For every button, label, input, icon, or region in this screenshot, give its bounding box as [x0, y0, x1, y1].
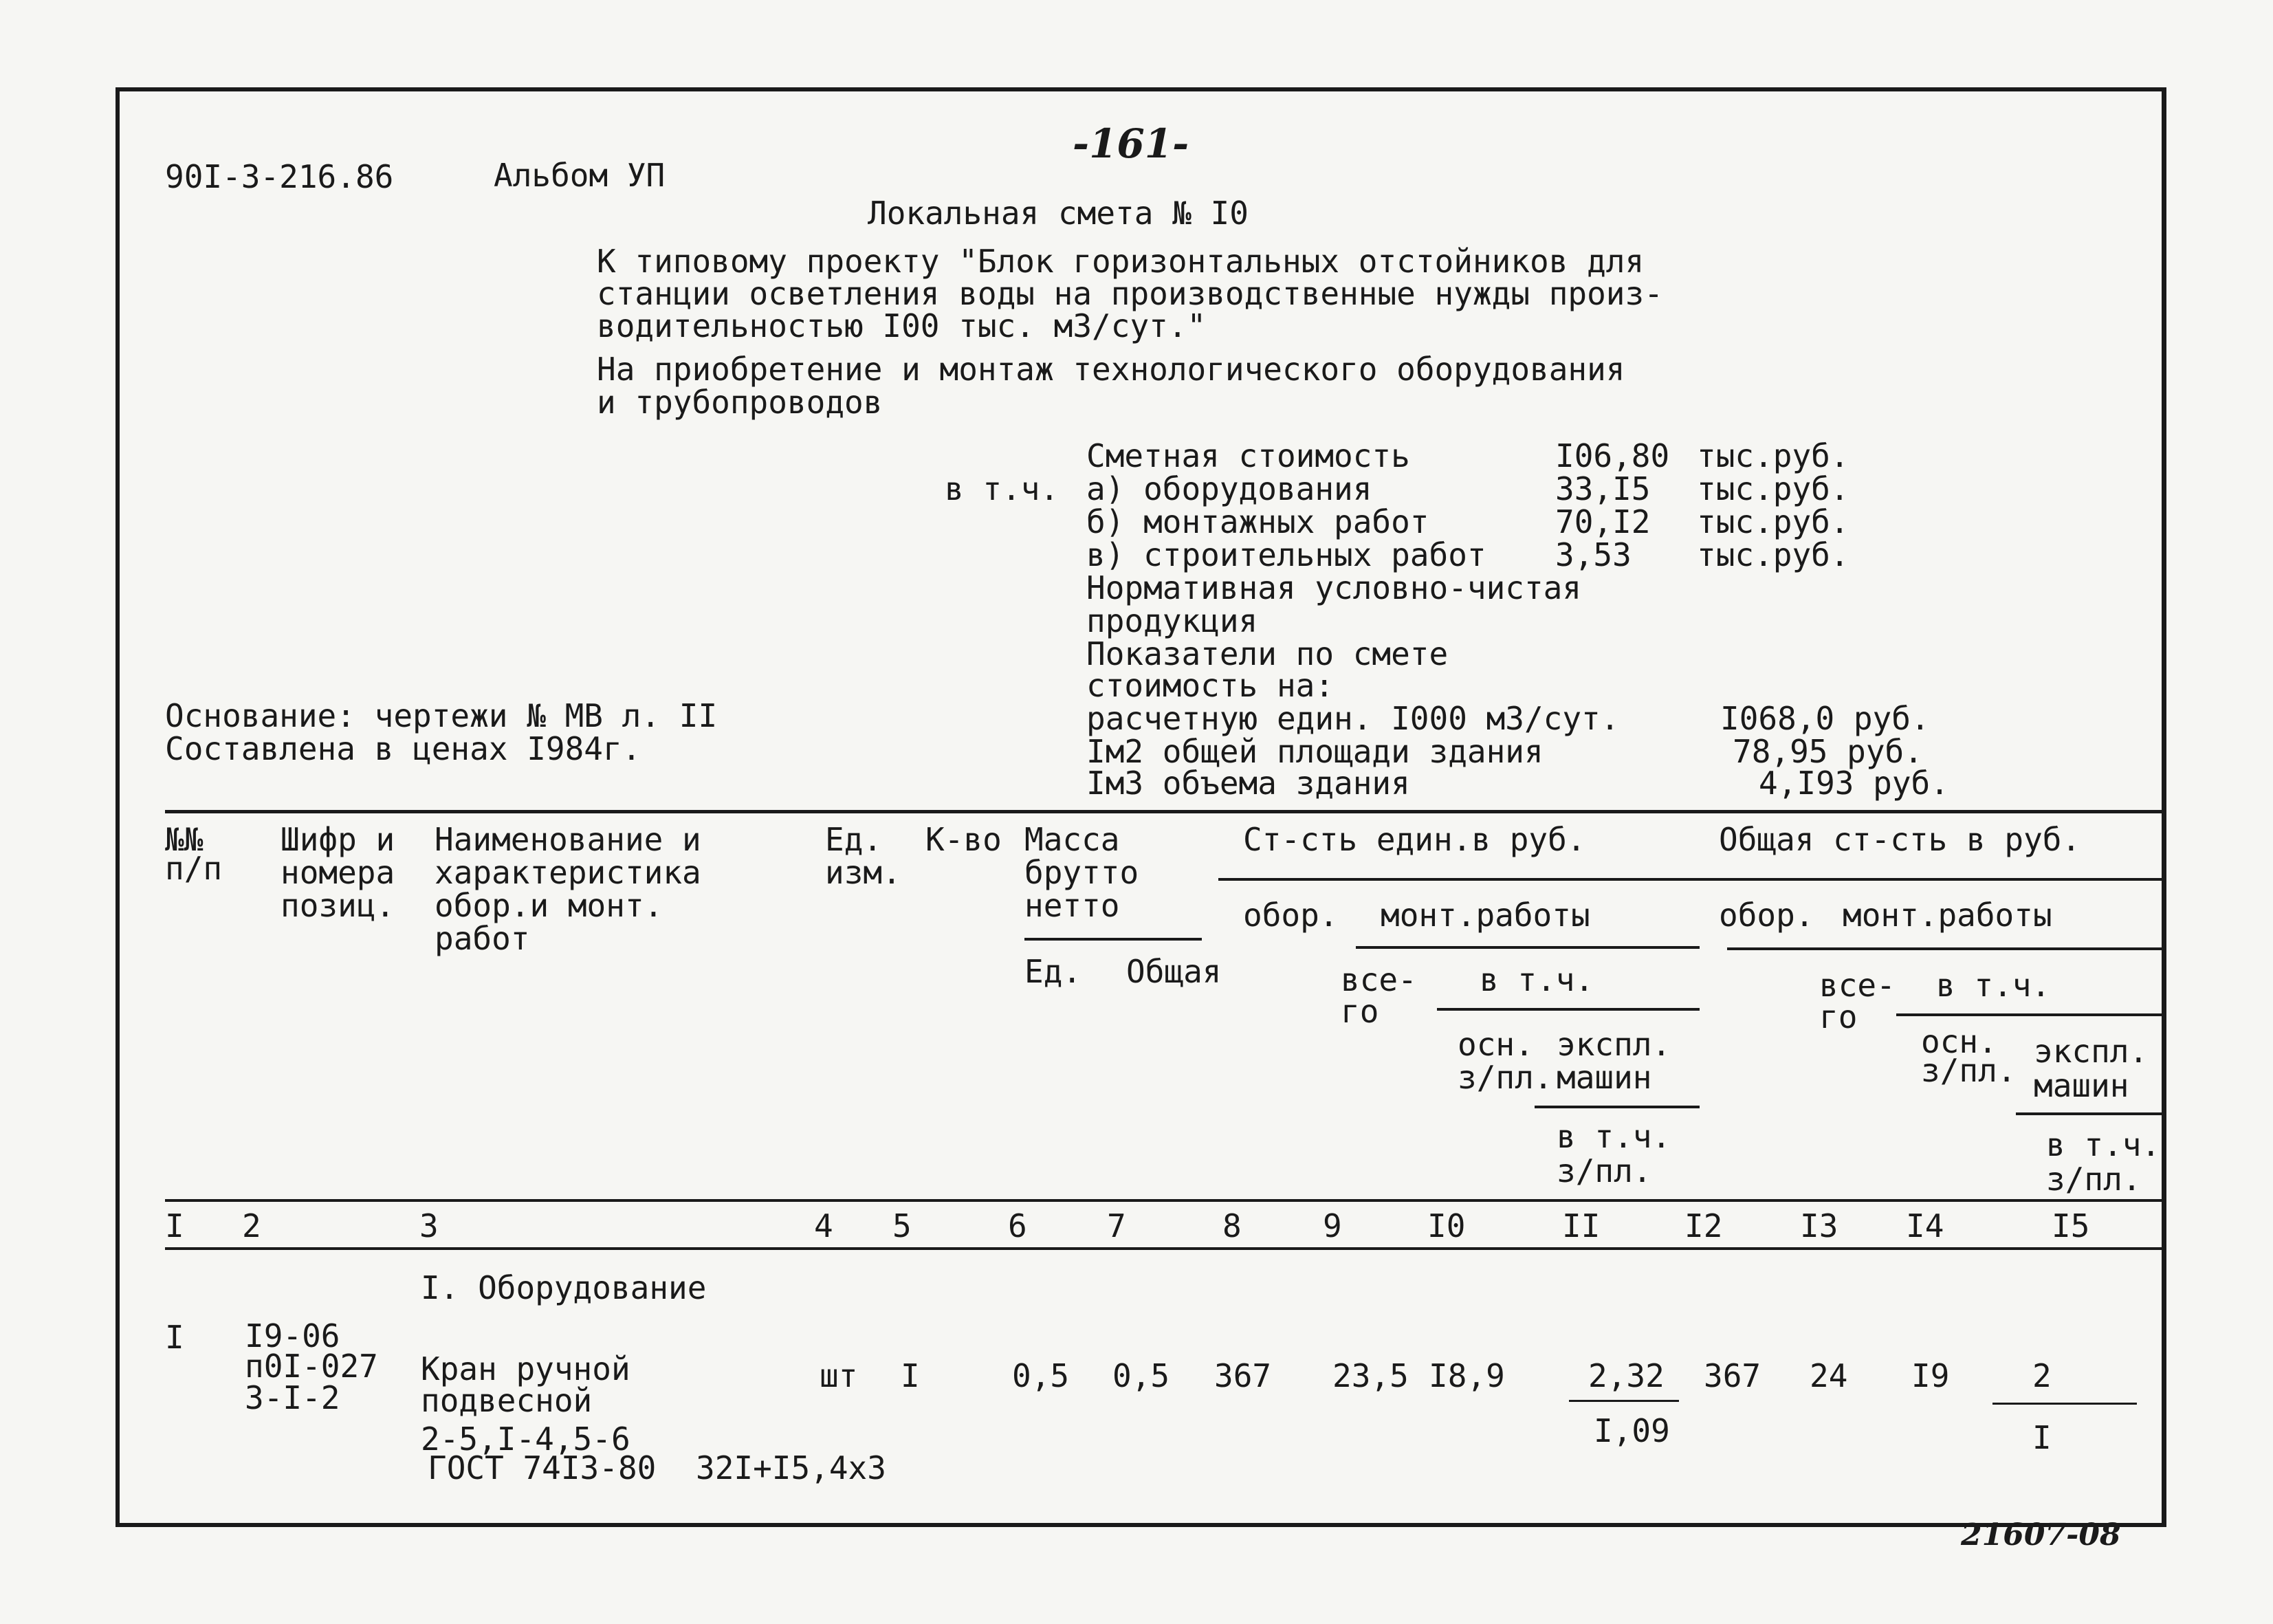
col-header-base-wage: з/пл. [1458, 1059, 1553, 1096]
col-header-mount: монт.работы [1843, 897, 2052, 934]
indicator-value: 4,I93 руб. [1759, 765, 1949, 802]
col-header-unit-cost: Ст-сть един.в руб. [1243, 821, 1586, 858]
col-header-incl-wage: в т.ч. [1557, 1118, 1671, 1155]
col-header-name: характеристика [435, 854, 701, 891]
total-cost-value: I06,80 [1555, 437, 1670, 474]
col-number: I3 [1800, 1207, 1838, 1244]
col-number: I4 [1906, 1207, 1944, 1244]
row-equip-total: 367 [1704, 1357, 1761, 1394]
col-header-total-all: все- [1819, 967, 1896, 1004]
album-label: Альбом УП [494, 157, 666, 194]
cost-item-unit: тыс.руб. [1697, 536, 1849, 573]
indicator-value: I068,0 руб. [1720, 700, 1930, 737]
total-cost-label: Сметная стоимость [1086, 437, 1410, 474]
desc-line: и трубопроводов [597, 384, 883, 421]
normative-label: продукция [1086, 602, 1258, 639]
row-code: I9-06 [245, 1317, 340, 1354]
total-cost-unit: тыс.руб. [1697, 437, 1849, 474]
row-mass-total: 0,5 [1112, 1357, 1170, 1394]
col-header-base-wage: осн. [1921, 1023, 1997, 1060]
header-rule [1535, 1106, 1700, 1108]
page-number: -161- [1073, 120, 1189, 167]
col-header-name: работ [435, 920, 530, 957]
cost-item-label: в) строительных работ [1086, 536, 1486, 573]
col-header-code: позиц. [281, 887, 395, 924]
row-name: ГОСТ 74I3-80 [428, 1449, 657, 1486]
col-header-mass: Масса [1024, 821, 1120, 858]
col-number: 6 [1008, 1207, 1027, 1244]
col-header-machine: экспл. [1557, 1026, 1671, 1063]
col-header-total-all: все- [1341, 961, 1417, 998]
col-header-machine: экспл. [2034, 1033, 2149, 1070]
row-mount-total-unit: 23,5 [1332, 1357, 1409, 1394]
col-number: 3 [419, 1207, 439, 1244]
col-number: 7 [1107, 1207, 1126, 1244]
col-header-mass-total: Общая [1126, 953, 1222, 990]
row-machine-unit: 2,32 [1588, 1357, 1665, 1394]
col-header-mass: нетто [1024, 887, 1120, 924]
col-number: 4 [814, 1207, 833, 1244]
desc-line: К типовому проекту "Блок горизонтальных отстойников для [597, 243, 1645, 280]
col-number: I [165, 1207, 184, 1244]
col-header-code: Шифр и [281, 821, 395, 858]
cost-item-value: 33,I5 [1555, 470, 1651, 507]
col-header-code: номера [281, 854, 395, 891]
project-code: 90I-3-216.86 [165, 158, 394, 195]
incl-label: в т.ч. [945, 470, 1059, 507]
row-machine-total: 2 [2032, 1357, 2052, 1394]
col-header-equip: обор. [1243, 897, 1339, 934]
col-number: II [1562, 1207, 1601, 1244]
row-equip-unit: 367 [1214, 1357, 1272, 1394]
col-header-mass: брутто [1024, 854, 1139, 891]
col-header-num: №№ [165, 821, 204, 858]
row-machine-wage-total: I [2032, 1419, 2052, 1456]
cost-item-value: 70,I2 [1555, 503, 1651, 540]
row-name: подвесной [421, 1382, 593, 1419]
col-number: 8 [1222, 1207, 1242, 1244]
col-header-total-all: го [1341, 993, 1379, 1030]
col-number: 5 [892, 1207, 912, 1244]
row-code: п0I-027 [245, 1348, 378, 1385]
header-rule [1356, 946, 1700, 949]
col-header-total-cost: Общая ст-сть в руб. [1719, 821, 2081, 858]
col-header-name: обор.и монт. [435, 887, 663, 924]
row-base-wage-total: I9 [1911, 1357, 1950, 1394]
col-number: I5 [2052, 1207, 2090, 1244]
header-rule [2016, 1112, 2162, 1115]
row-qty: I [901, 1357, 920, 1394]
row-name: Кран ручной [421, 1350, 630, 1387]
col-number: I0 [1427, 1207, 1466, 1244]
indicator-label: Iм3 объема здания [1086, 765, 1410, 802]
fraction-bar [1992, 1403, 2137, 1405]
cost-item-label: б) монтажных работ [1086, 503, 1429, 540]
fraction-bar [1569, 1400, 1679, 1402]
cost-item-label: а) оборудования [1086, 470, 1372, 507]
indicator-value: 78,95 руб. [1733, 733, 1923, 770]
col-number: 2 [242, 1207, 261, 1244]
col-header-name: Наименование и [435, 821, 701, 858]
row-base-wage-unit: I8,9 [1429, 1357, 1505, 1394]
col-header-machine: машин [1557, 1059, 1652, 1096]
row-unit: шт [820, 1357, 858, 1394]
col-header-equip: обор. [1719, 897, 1814, 934]
col-header-unit: изм. [825, 854, 901, 891]
header-rule [1896, 1013, 2162, 1016]
row-name: 2-5,I-4,5-6 [421, 1420, 630, 1458]
col-number: 9 [1323, 1207, 1342, 1244]
col-header-mass-unit: Ед. [1024, 953, 1082, 990]
desc-line: На приобретение и монтаж технологического оборудования [597, 351, 1625, 388]
col-header-incl-wage: з/пл. [2046, 1161, 2142, 1198]
row-formula: 32I+I5,4x3 [696, 1449, 886, 1486]
row-machine-wage-unit: I,09 [1594, 1412, 1670, 1449]
cost-item-value: 3,53 [1555, 536, 1632, 573]
col-header-base-wage: осн. [1458, 1026, 1534, 1063]
archive-stamp: 21607-08 [1961, 1517, 2121, 1552]
col-header-qty: К-во [925, 821, 1002, 858]
header-rule [1437, 1008, 1700, 1011]
col-header-machine: машин [2034, 1067, 2129, 1104]
col-number: I2 [1684, 1207, 1723, 1244]
indicators-label: Показатели по смете [1086, 635, 1449, 672]
estimate-title: Локальная смета № I0 [868, 195, 1249, 232]
col-header-unit: Ед. [825, 821, 883, 858]
table-top-rule [165, 810, 2162, 813]
header-rule [1024, 938, 1202, 941]
normative-label: Нормативная условно-чистая [1086, 569, 1582, 606]
header-rule [1218, 878, 2162, 881]
col-header-base-wage: з/пл. [1921, 1052, 2017, 1089]
colnum-bottom-rule [165, 1247, 2162, 1250]
basis-line: Основание: чертежи № МВ л. II [165, 697, 718, 734]
colnum-top-rule [165, 1199, 2162, 1202]
row-code: 3-I-2 [245, 1379, 340, 1416]
row-mount-total: 24 [1810, 1357, 1848, 1394]
col-header-incl-wage: в т.ч. [2046, 1126, 2161, 1163]
col-header-incl: в т.ч. [1936, 967, 2051, 1004]
basis-line: Составлена в ценах I984г. [165, 730, 641, 767]
row-mass-unit: 0,5 [1012, 1357, 1070, 1394]
col-header-total-all: го [1819, 998, 1858, 1035]
col-header-num: п/п [165, 850, 223, 887]
header-rule [1727, 947, 2162, 950]
row-num: I [165, 1319, 184, 1356]
cost-item-unit: тыс.руб. [1697, 470, 1849, 507]
indicators-label: стоимость на: [1086, 667, 1335, 704]
cost-item-unit: тыс.руб. [1697, 503, 1849, 540]
section-title: I. Оборудование [421, 1269, 707, 1306]
desc-line: станции осветления воды на производственные нужды произ- [597, 275, 1663, 312]
col-header-mount: монт.работы [1381, 897, 1590, 934]
desc-line: водительностью I00 тыс. м3/сут." [597, 307, 1207, 344]
col-header-incl-wage: з/пл. [1557, 1152, 1652, 1189]
indicator-label: расчетную един. I000 м3/сут. [1086, 700, 1620, 737]
col-header-incl: в т.ч. [1480, 961, 1594, 998]
indicator-label: Iм2 общей площади здания [1086, 733, 1544, 770]
